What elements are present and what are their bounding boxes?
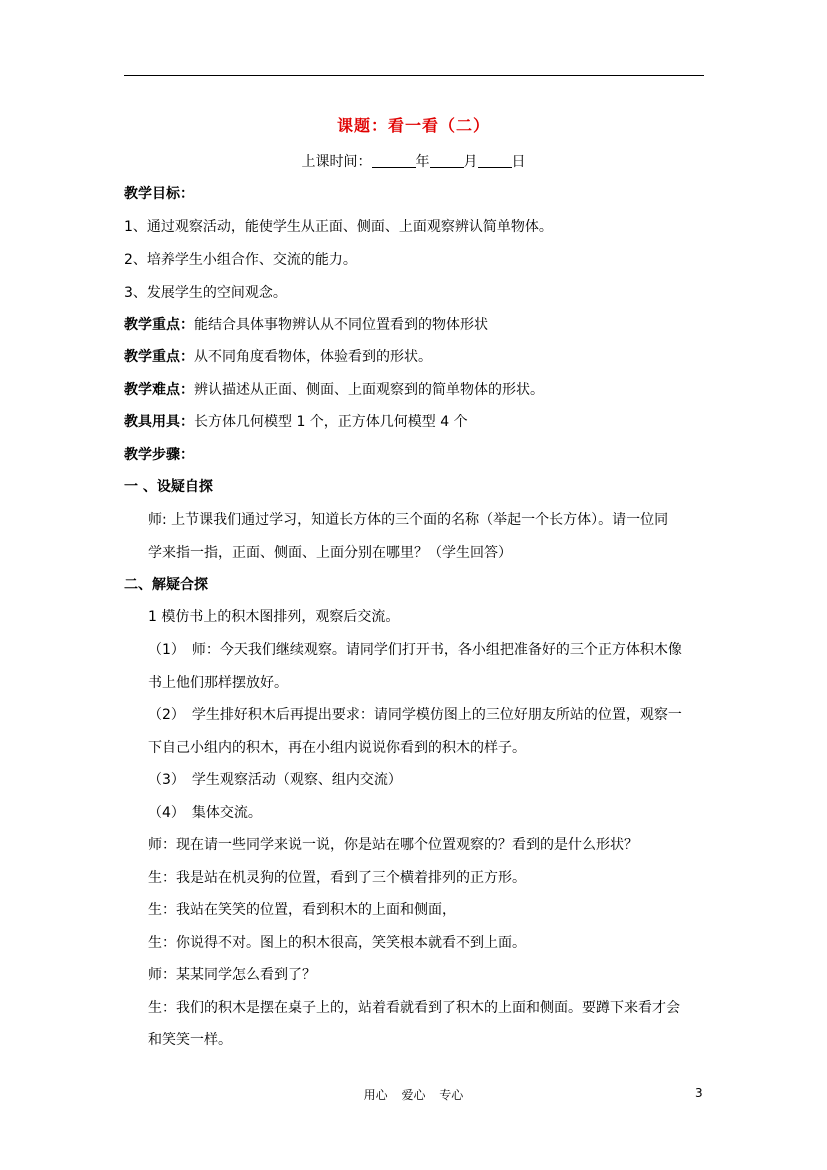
- page-number: 3: [695, 1086, 703, 1100]
- paragraph-line: （2） 学生排好积木后再提出要求：请同学模仿图上的三位好朋友所站的位置，观察一: [148, 707, 682, 723]
- paragraph-line: 师: 上节课我们通过学习，知道长方体的三个面的名称（举起一个长方体）。请一位同: [148, 512, 669, 528]
- page-title: 课题：看一看（二）: [336, 116, 490, 135]
- paragraph-line: 师：现在请一些同学来说一说，你是站在哪个位置观察的？看到的是什么形状？: [148, 837, 638, 853]
- difficulty: [124, 379, 544, 399]
- date-prefix: 上课时间：: [301, 154, 372, 170]
- goal-item: 1、通过观察活动，能使学生从正面、侧面、上面观察辨认简单物体。: [124, 219, 553, 235]
- paragraph-line: （1） 师：今天我们继续观察。请同学们打开书，各小组把准备好的三个正方体积木像: [148, 642, 682, 658]
- day-blank: [478, 153, 512, 168]
- paragraph-line: 生：我站在笑笑的位置，看到积木的上面和侧面，: [148, 902, 456, 918]
- paragraph-line: 1 模仿书上的积木图排列，观察后交流。: [148, 609, 400, 625]
- key-point-text: 能结合具体事物辨认从不同位置看到的物体形状: [194, 317, 488, 333]
- paragraph-line: 和笑笑一样。: [148, 1032, 232, 1048]
- paragraph-line: 生：你说得不对。图上的积木很高，笑笑根本就看不到上面。: [148, 935, 526, 951]
- goal-item: 2、培养学生小组合作、交流的能力。: [124, 252, 357, 268]
- year-blank: [372, 153, 416, 168]
- paragraph-line: 书上他们那样摆放好。: [148, 675, 288, 691]
- goal-item: 3、发展学生的空间观念。: [124, 285, 287, 301]
- paragraph-line: （3） 学生观察活动（观察、组内交流）: [148, 772, 402, 788]
- month-blank: [430, 153, 464, 168]
- key-point-label: 教学重点：: [124, 317, 194, 333]
- key-point-2: [124, 346, 432, 366]
- date-month: 月: [463, 154, 478, 170]
- page-footer: 用心 爱心 专心: [363, 1088, 464, 1102]
- paragraph-line: 师：某某同学怎么看到了？: [148, 967, 316, 983]
- section1-heading: 一 、设疑自探: [124, 479, 213, 495]
- paragraph-line: （4） 集体交流。: [148, 805, 262, 821]
- goals-heading: 教学目标：: [124, 186, 194, 202]
- difficulty-text: 辨认描述从正面、侧面、上面观察到的简单物体的形状。: [194, 382, 544, 398]
- tools-label: 教具用具：: [124, 414, 194, 430]
- paragraph-line: 学来指一指，正面、侧面、上面分别在哪里？（学生回答）: [148, 545, 512, 561]
- key-point-label: 教学重点：: [124, 349, 194, 365]
- tools: [124, 411, 468, 431]
- paragraph-line: 生：我是站在机灵狗的位置，看到了三个横着排列的正方形。: [148, 870, 526, 886]
- tools-text: 长方体几何模型 1 个，正方体几何模型 4 个: [194, 414, 468, 430]
- header-rule: [124, 75, 704, 76]
- paragraph-line: 下自己小组内的积木，再在小组内说说你看到的积木的样子。: [148, 740, 526, 756]
- section2-heading: 二、解疑合探: [124, 577, 208, 593]
- key-point-1: [124, 314, 488, 334]
- date-year: 年: [415, 154, 430, 170]
- steps-heading: 教学步骤：: [124, 447, 194, 463]
- key-point-text: 从不同角度看物体，体验看到的形状。: [194, 349, 432, 365]
- paragraph-line: 生：我们的积木是摆在桌子上的，站着看就看到了积木的上面和侧面。要蹲下来看才会: [148, 1000, 680, 1016]
- date-day: 日: [511, 154, 526, 170]
- difficulty-label: 教学难点：: [124, 382, 194, 398]
- class-date: [0, 151, 827, 171]
